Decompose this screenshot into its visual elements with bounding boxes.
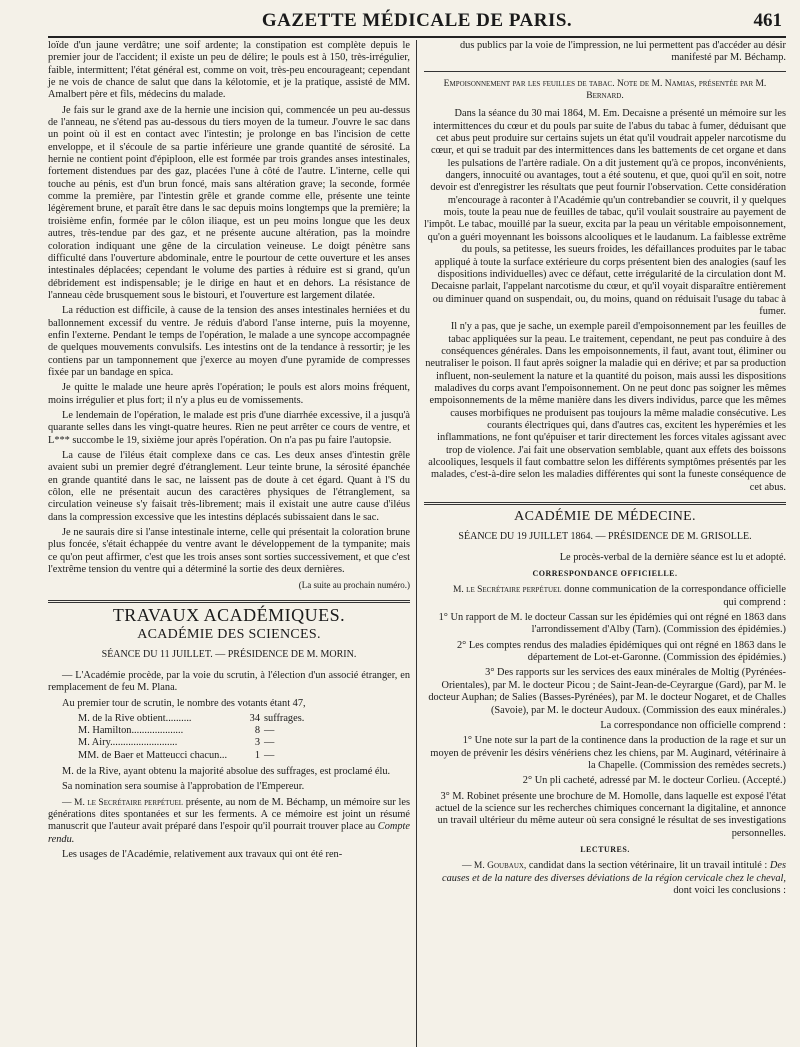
section-heading-travaux: TRAVAUX ACADÉMIQUES.: [112, 604, 346, 625]
paragraph: Le procès-verbal de la dernière séance est lu et adopté.: [559, 551, 786, 563]
vote-name: M. de la Rive obtient: [78, 712, 166, 724]
list-item: 3° M. Robinet présente une brochure de M. Homolle, dans laquelle est exposé l'état actuel de la science sur les recherches chimiques concernant la digitaline, et annonce un travail ultérieur du même auteur où sera consigné le résultat de ses investigations personnelles.: [435, 790, 786, 839]
list-item: 2° Les comptes rendus des maladies épidémiques qui ont régné en 1863 dans le département de Lot-et-Garonne. (Commission des épidémies.): [456, 639, 786, 664]
section-separator: [424, 502, 786, 505]
paragraph: Dans la séance du 30 mai 1864, M. Em. Decaisne a présenté un mémoire sur les intermittences du cœur et du pouls par suite de l'abus du tabac à fumer, déduisant que cet abus peut produire sur certains sujets un état qu'il voudrait appeler narcotisme du cœur, et qui se traduit par des intermittences dans les battements de cet organe et dans les pulsations de l'artère radiale. On a dit justement qu'à ce propos, inconvénients, dangers, innocuité ou avantages, tout a été soutenu, et que, quoi qu'il en soit, notre devoir est d'enregistrer les résultats que peut fournir l'observation. Cette considération m'encourage à raconter à l'Académie qu'un contrebandier se couvrit, il y quelques mois, toute la peau nue de feuilles de tabac, qu'il voulait soustraire au payement de l'impôt. Le tabac, mouillé par la sueur, excita par la peau un véritable empoisonnement, qu'on a guéri moyennant les boissons alcooliques et le laudanum. La faiblesse extrême du pouls, sa petitesse, les sueurs froides, les défaillances produites par le tabac appliqué à toute la surface extérieure du corps présentent bien des analogies (sauf les dispositions individuelles) avec ce défaut, cette irrégularité de la circulation dont M. Decaisne parlait, l'appelant narcotisme du cœur, et qu'il voyait disparaître entièrement ou diminuer quand on suspendait, ou, du moins, quand on réduisait l'usage du tabac à fumer.: [424, 108, 786, 317]
secretaire-lead: — M. le Secrétaire perpétuel: [62, 797, 184, 808]
continuation-note: (La suite au prochain numéro.): [298, 580, 410, 591]
goubaux-lead: — M. Goubaux,: [462, 861, 527, 872]
right-column: [424, 40, 786, 900]
vote-name: MM. de Baer et Matteucci chacun: [78, 749, 220, 761]
vote-count: 8: [254, 725, 260, 737]
vote-count: 1: [254, 749, 260, 761]
vote-unit: —: [264, 725, 275, 737]
italic-text: Compte rendu.: [48, 821, 410, 845]
list-item: 3° Des rapports sur les services des eaux minérales de Moltig (Pyrénées-Orientales), par M. le docteur Picou ; de Saint-Jean-de-Ceyrargue (Gard), par M. le docteur Auphan; de Salies (Basses-Pyrénées), par M. le docteur Nogaret, et de Challes (Savoie), par M. le docteur Audoux. (Commission des eaux minérales.): [428, 667, 786, 716]
paragraph: [424, 584, 786, 609]
paragraph: La réduction est difficile, à cause de la tension des anses intestinales herniées et du ballonnement excessif du ventre. Je réduis d'abord l'anse interne, puis la moyenne, enfin l'externe. Pendant le temps de l'opération, le malade a une syncope accompagnée de quelques mouvements convulsifs. Les intestins ont de la tendance à ressortir; je les contiens par un tamponnement que j'exerce au moyen d'une pyramide de compresses fixée par un bandage en spica.: [48, 305, 410, 378]
column-rule: [416, 40, 417, 1047]
paragraph-text: présente, au nom de M. Béchamp, un mémoire sur les générations dites spontanées et sur les ferments. A ce mémoire est joint un résumé manuscrit que l'auteur avait préparé dans l'espoir qu'il pourrait trouver place au: [48, 796, 410, 833]
list-item: 1° Un rapport de M. le docteur Cassan sur les épidémies qui ont régné en 1863 dans l'arrondissement d'Alby (Tarn). (Commission des épidémies.): [438, 612, 786, 636]
paragraph: Je quitte le malade une heure après l'opération; le pouls est alors moins fréquent, moins irrégulier et plus fort; il n'y a plus eu de vomissements.: [48, 382, 410, 406]
paragraph: Sa nomination sera soumise à l'approbation de l'Empereur.: [62, 781, 305, 793]
vote-unit: —: [264, 749, 275, 761]
left-column: [48, 40, 410, 864]
paragraph: Au premier tour de scrutin, le nombre des votants étant 47,: [62, 697, 306, 709]
vote-name: M. Hamilton: [78, 725, 132, 737]
vote-unit: suffrages.: [264, 712, 305, 724]
heading-academie-medecine: ACADÉMIE DE MÉDECINE.: [514, 509, 696, 525]
vote-row: [78, 750, 410, 762]
paragraph-text: candidat dans la section vétérinaire, lit un travail intitulé :: [528, 860, 768, 872]
seance-heading: SÉANCE DU 11 JUILLET. — PRÉSIDENCE DE M. MORIN.: [101, 649, 357, 661]
seance-heading: SÉANCE DU 19 JUILLET 1864. — PRÉSIDENCE DE M. GRISOLLE.: [458, 531, 752, 543]
subheading-correspondance-officielle: CORRESPONDANCE OFFICIELLE.: [532, 569, 678, 579]
paragraph: Il n'y a pas, que je sache, un exemple pareil d'empoisonnement par les feuilles de tabac appliquées sur la peau. Le traitement, cependant, ne peut pas conduire à des conséquences générales. Dans les empoisonnements, il faut, avant tout, éliminer ou neutraliser le poison. Il faut après soigner la maladie qui en dérive; et par sa production influent, non-seulement la nature et la quantité du poison, mais aussi les dispositions maladives du corps avant l'empoisonnement. On ne peut donc pas soigner les mêmes empoisonnements de la même manière dans les divers individus, parce que les mêmes causes morbifiques ne produisent pas toujours la même maladie consécutive. Les courants électriques qui, dans d'autres cas, excitent les hyperémies et les inflammations, ne font qu'épuiser et tarir directement les forces vitales agissant avec trop de violence. J'ai fait une observation semblable, quant aux effets des boissons alcooliques, lesquels il faut combattre selon les différents symptômes présentés par les malades, c'est-à-dire selon les maladies différentes qui sont la funeste conséquence de cet abus.: [425, 321, 786, 493]
paragraph: — L'Académie procède, par la voie du scrutin, à l'élection d'un associé étranger, en remplacement de feu M. Plana.: [48, 669, 410, 694]
article-heading: Empoisonnement par les feuilles de tabac. Note de M. Namias, présentée par M. Bernard.: [443, 78, 767, 102]
vote-dots: ...: [219, 749, 228, 761]
vote-dots: ....................: [131, 725, 184, 737]
paragraph: dus publics par la voie de l'impression, ne lui permettent pas d'accéder au désir manifesté par M. Béchamp.: [459, 40, 786, 64]
vote-count: 34: [249, 712, 260, 724]
paragraph: Les usages de l'Académie, relativement aux travaux qui ont été ren-: [62, 849, 343, 861]
section-separator: [48, 600, 410, 603]
vote-dots: ..........................: [110, 737, 178, 749]
page-header: [48, 6, 786, 38]
journal-title: GAZETTE MÉDICALE DE PARIS.: [261, 10, 573, 31]
separator: [424, 71, 786, 72]
vote-count: 3: [254, 737, 260, 749]
vote-unit: —: [264, 737, 275, 749]
paragraph: loïde d'un jaune verdâtre; une soif ardente; la constipation est complète depuis le premier jour de l'accident; il existe un peu de délire; le pouls est à 150, très-irrégulier, faible, intermittent; l'état général est, comme on voit, très-peu encourageant; cependant je ne vois de chance de salut que dans la kélotomie, et je la pratique, assisté de MM. Amalbert père et fils, médecins du malade.: [48, 40, 410, 101]
vote-row: [78, 713, 410, 725]
paragraph: [424, 860, 786, 897]
paragraph: La cause de l'iléus était complexe dans ce cas. Les deux anses d'intestin grêle avaient subi un premier degré d'étranglement. Leur teinte brune, la sérosité épanchée en grande quantité dans le sac, ne laissent pas de doute à cet égard. Quant à l'S du côlon, elle ne présentait aucun des caractères physiques de l'étranglement, sa circulation veineuse s'y faisait très-librement; mais il existait une autre cause d'iléus dans la compression excessive que les intestins déplacés subissaient dans le sac.: [48, 450, 410, 523]
list-item: 2° Un pli cacheté, adressé par M. le docteur Corlieu. (Accepté.): [522, 775, 786, 787]
paragraph: La correspondance non officielle comprend :: [600, 719, 786, 731]
heading-academie-sciences: ACADÉMIE DES SCIENCES.: [137, 627, 321, 643]
vote-dots: ..........: [165, 712, 192, 724]
page-number: 461: [753, 10, 782, 31]
list-item: 1° Une note sur la part de la continence dans la production de la rage et sur un moyen de prévenir les désirs vénériens chez les chiens, par M. Auginard, vétérinaire à la Chapelle. (Commission des remèdes secrets.): [430, 735, 786, 771]
paragraph: M. de la Rive, ayant obtenu la majorité absolue des suffrages, est proclamé élu.: [62, 766, 391, 778]
paragraph: Le lendemain de l'opération, le malade est pris d'une diarrhée excessive, il a jusqu'à quarante selles dans les vingt-quatre heures. Rien ne peut arrêter ce cours de ventre, et L*** succombe le 19, sixième jour après l'opération. On n'a pas pu faire l'autopsie.: [48, 409, 410, 446]
subheading-lectures: LECTURES.: [580, 844, 630, 854]
italic-text: Des causes et de la nature des diverses déviations de la région cervicale chez le cheval,: [441, 860, 786, 884]
official-correspondence-list: [424, 612, 786, 717]
vote-row: [78, 737, 410, 749]
paragraph-text: donne communication de la correspondance officielle qui comprend :: [564, 584, 786, 608]
vote-name: M. Airy: [78, 737, 111, 749]
paragraph: Je ne saurais dire si l'anse intestinale interne, celle qui présentait la coloration brune plus foncée, s'était échappée du ventre avant le développement de la tympanite; mais ce qu'on peut affirmer, c'est que les trois anses sont sorties successivement, et que c'est l'extrême tension du ventre qui a déterminé la sortie des deux dernières.: [48, 527, 410, 576]
nonofficial-correspondence-list: [424, 735, 786, 840]
paragraph: Je fais sur le grand axe de la hernie une incision qui, commencée un peu au-dessus de l'anneau, ne s'étend pas au-dessous du tiers moyen de la tumeur. J'ouvre le sac dans un point où il est en contact avec l'intestin; je prolonge en bas l'incision de cette enveloppe, et il s'écoule de sa partie inférieure une grande quantité de sérosité. La hernie ne contient point d'épiploon, elle est formée par trois grandes anses intestinales, fortement distendues par des gaz, placées l'une à côté de l'autre. L'interne, celle qui touche au pénis, est d'un brun foncé, mais sans altération grave; la seconde, formée comme la première, par l'intestin grêle et grande comme elle, présente une teinte légèrement brune, et paraît être dans le sac depuis moins longtemps que la première; la troisième enfin, formée par le côlon iliaque, est un peu moins longue que les deux autres, très-tendue par des gaz, et ne présente aucune altération, pas la moindre coloration indiquant une gêne de la circulation veineuse. Le doigt pénètre sans difficulté dans l'ouverture abdominale, entre le pourtour de cette ouverture et les anses intestinales déplacées; cependant le volume des parties à réduire est si grand, qu'un débridement est indispensable; je le dirige en haut et en dehors. La résistance de l'anneau cède brusquement sous le bistouri, et l'ouverture est largement dilatée.: [48, 104, 410, 301]
paragraph: [48, 797, 410, 846]
secretaire-lead: M. le Secrétaire perpétuel: [452, 585, 562, 596]
vote-table: [78, 713, 410, 762]
paragraph-text: dont voici les conclusions :: [673, 884, 786, 896]
vote-row: [78, 725, 410, 737]
